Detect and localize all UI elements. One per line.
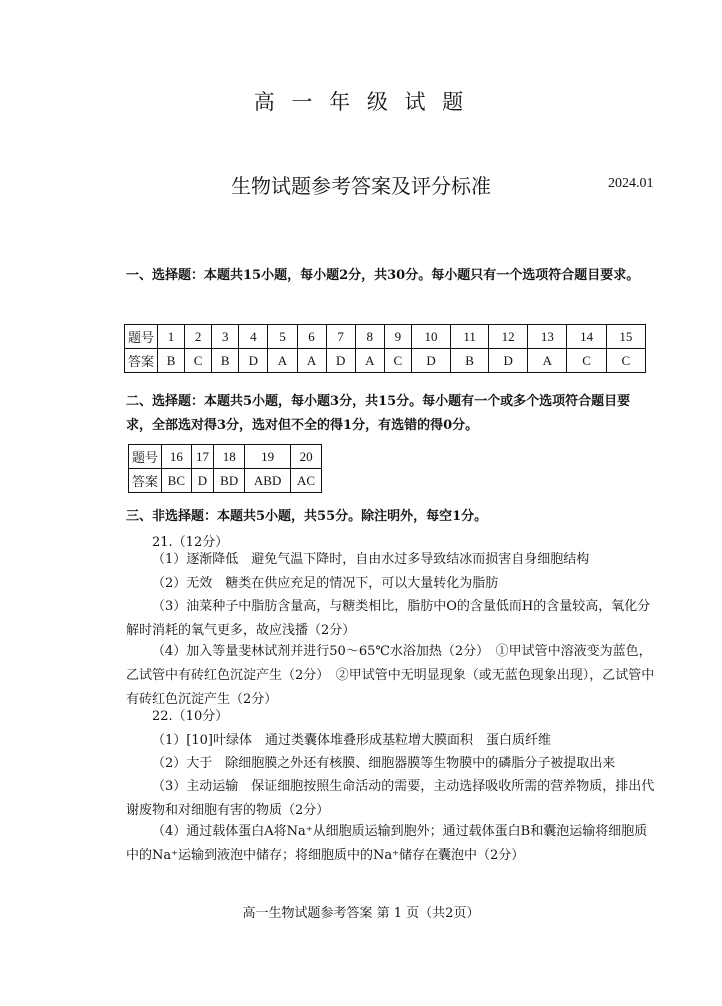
question-number: 3: [212, 325, 239, 349]
row-label: 题号: [129, 445, 162, 469]
section2-answer-table: [128, 444, 322, 493]
question-number: 15: [606, 325, 645, 349]
q22-answer-3: （3）主动运输 保证细胞按照生命活动的需要，主动选择吸收所需的营养物质，排出代谢废物和对细胞有害的物质（2分）: [126, 779, 655, 818]
section2-heading: 二、选择题：本题共5小题，每小题3分，共15分。每小题有一个或多个选项符合题目要求，全部选对得3分，选对但不全的得1分，有选错的得0分。: [126, 394, 631, 433]
question-number: 19: [245, 445, 291, 469]
question-number: 13: [528, 325, 567, 349]
answer-cell: D: [411, 349, 450, 373]
section3-heading: 三、非选择题：本题共5小题，共55分。除注明外，每空1分。: [126, 509, 488, 524]
q22-answer-4: （4）通过载体蛋白A将Na⁺从细胞质运输到胞外；通过载体蛋白B和囊泡运输将细胞质中的Na⁺运输到液泡中储存；将细胞质中的Na⁺储存在囊泡中（2分）: [126, 824, 648, 863]
question-number: 17: [191, 445, 214, 469]
question-number: 1: [158, 325, 185, 349]
table-row: [125, 325, 646, 349]
question-number: 8: [355, 325, 384, 349]
row-label: 答案: [125, 349, 158, 373]
question-number: 18: [214, 445, 245, 469]
q22-answer-1: （1）[10]叶绿体 通过类囊体堆叠形成基粒增大膜面积 蛋白质纤维: [152, 733, 551, 748]
exam-header: 高 一 年 级 试 题: [253, 90, 469, 114]
question-number: 9: [384, 325, 411, 349]
question-number: 2: [185, 325, 212, 349]
answer-cell: C: [185, 349, 212, 373]
document-date: 2024.01: [608, 176, 654, 191]
answer-cell: A: [268, 349, 297, 373]
question-number: 6: [297, 325, 326, 349]
answer-cell: B: [451, 349, 489, 373]
question-number: 10: [411, 325, 450, 349]
section1-answer-table: [124, 324, 646, 373]
q22-title: 22.（10分）: [152, 709, 229, 724]
question-number: 20: [291, 445, 322, 469]
answer-cell: D: [326, 349, 355, 373]
q21-answer-2: （2）无效 糖类在供应充足的情况下，可以大量转化为脂肪: [152, 576, 499, 591]
q21-answer-1: （1）逐渐降低 避免气温下降时，自由水过多导致结冰而损害自身细胞结构: [152, 552, 590, 567]
question-number: 7: [326, 325, 355, 349]
question-number: 14: [567, 325, 606, 349]
page-footer: 高一生物试题参考答案 第 1 页（共2页）: [242, 906, 480, 921]
question-number: 11: [451, 325, 489, 349]
answer-cell: C: [606, 349, 645, 373]
answer-cell: BC: [162, 469, 192, 493]
section1-heading: 一、选择题：本题共15小题，每小题2分，共30分。每小题只有一个选项符合题目要求。: [126, 268, 640, 283]
answer-cell: C: [567, 349, 606, 373]
question-number: 5: [268, 325, 297, 349]
answer-cell: AC: [291, 469, 322, 493]
answer-cell: A: [297, 349, 326, 373]
document-title: 生物试题参考答案及评分标准: [231, 174, 491, 198]
question-number: 4: [239, 325, 268, 349]
question-number: 12: [489, 325, 528, 349]
row-label: 答案: [129, 469, 162, 493]
q21-answer-4: （4）加入等量斐林试剂并进行50～65℃水浴加热（2分） ①甲试管中溶液变为蓝色，乙试管中有砖红色沉淀产生（2分） ②甲试管中无明显现象（或无蓝色现象出现），乙试管中有砖红色沉淀产生（2分）: [126, 644, 655, 707]
answer-cell: D: [489, 349, 528, 373]
answer-cell: D: [239, 349, 268, 373]
q21-title: 21.（12分）: [152, 535, 229, 550]
answer-cell: A: [528, 349, 567, 373]
row-label: 题号: [125, 325, 158, 349]
q22-answer-2: （2）大于 除细胞膜之外还有核膜、细胞器膜等生物膜中的磷脂分子被提取出来: [152, 756, 616, 771]
answer-cell: D: [191, 469, 214, 493]
q21-answer-3: （3）油菜种子中脂肪含量高，与糖类相比，脂肪中O的含量低而H的含量较高，氧化分解时消耗的氧气更多，故应浅播（2分）: [126, 599, 651, 638]
table-row: [125, 349, 646, 373]
table-row: [129, 469, 322, 493]
answer-cell: B: [158, 349, 185, 373]
answer-cell: A: [355, 349, 384, 373]
question-number: 16: [162, 445, 192, 469]
table-row: [129, 445, 322, 469]
answer-cell: ABD: [245, 469, 291, 493]
answer-cell: C: [384, 349, 411, 373]
answer-cell: B: [212, 349, 239, 373]
answer-cell: BD: [214, 469, 245, 493]
